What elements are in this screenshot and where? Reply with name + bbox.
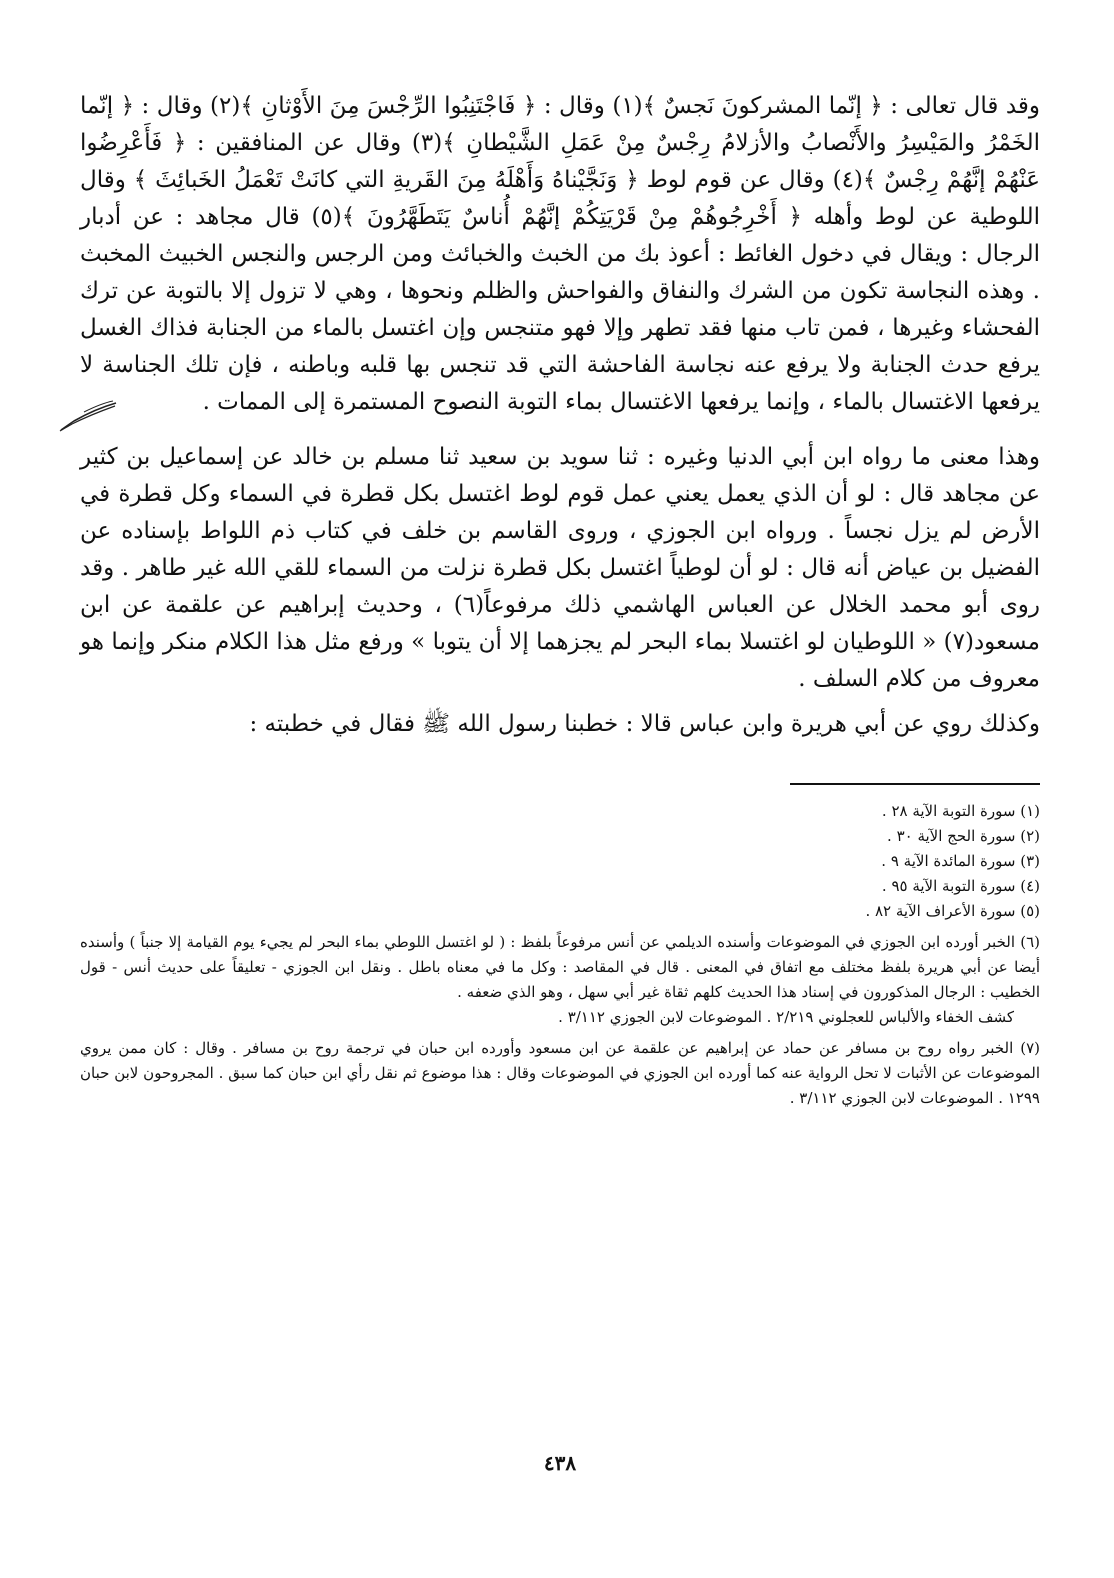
footnote-item: (٥) سورة الأعراف الآية ٨٢ .: [865, 902, 1040, 920]
footnote-item: (٦) الخبر أورده ابن الجوزي في الموضوعات وأسنده الديلمي عن أنس مرفوعاً بلفظ : ( لو اغتسل اللوطي بماء البحر لم يجيء يوم القيامة إلا جنباً ) وأسنده أيضا عن أبي هريرة بلفظ مختلف مع اتفاق في المعنى . قال في المقاصد : وكل ما في معناه باطل . ونقل ابن الجوزي - تعليقاً على حديث أنس - قول الخطيب : الرجال المذكورون في إسناد هذا الحديث كلهم ثقاة غير أبي سهل ، وهو الذي ضعفه .: [80, 933, 1040, 1001]
footnote-item: (٤) سورة التوبة الآية ٩٥ .: [881, 877, 1040, 895]
handwritten-underline-mark: [58, 399, 118, 433]
footnote-references: كشف الخفاء والألباس للعجلوني ٢/٢١٩ . الموضوعات لابن الجوزي ٣/١١٢ .: [558, 1008, 1014, 1026]
footnotes: [80, 799, 1040, 1111]
footnote-item: (٧) الخبر رواه روح بن مسافر عن حماد عن إبراهيم عن علقمة عن ابن مسعود وأورده ابن حبان في ترجمة روح بن مسافر . وقال : كان ممن يروي الموضوعات عن الأثبات لا تحل الرواية عنه كما أورده ابن الجوزي في الموضوعات وقال : هذا موضوع ثم نقل رأي ابن حبان كما سبق . المجروحون لابن حبان ١٢٩٩ . الموضوعات لابن الجوزي ٣/١١٢ .: [80, 1039, 1040, 1107]
footnote-item: (١) سورة التوبة الآية ٢٨ .: [881, 802, 1040, 820]
footnote-separator: [790, 783, 1040, 785]
footnote-item: (٣) سورة المائدة الآية ٩ .: [881, 852, 1040, 870]
body-paragraph: وكذلك روي عن أبي هريرة وابن عباس قالا : خطبنا رسول الله ﷺ فقال في خطبته :: [249, 711, 1040, 737]
page-number: ٤٣٨: [543, 1451, 577, 1475]
body-paragraph: وهذا معنى ما رواه ابن أبي الدنيا وغيره : ثنا سويد بن سعيد ثنا مسلم بن خالد عن إسماعيل بن كثير عن مجاهد قال : لو أن الذي يعمل يعني عمل قوم لوط اغتسل بكل قطرة في السماء وكل قطرة في الأرض لم يزل نجساً . ورواه ابن الجوزي ، وروى القاسم بن خلف في كتاب ذم اللواط بإسناده عن الفضيل بن عياض أنه قال : لو أن لوطياً اغتسل بكل قطرة نزلت من السماء للقي الله غير طاهر . وقد روى أبو محمد الخلال عن العباس الهاشمي ذلك مرفوعاً(٦) ، وحديث إبراهيم عن علقمة عن ابن مسعود(٧) « اللوطيان لو اغتسلا بماء البحر لم يجزهما إلا أن يتوبا » ورفع مثل هذا الكلام منكر وإنما هو معروف من كلام السلف .: [80, 444, 1040, 692]
footnote-item: (٢) سورة الحج الآية ٣٠ .: [887, 827, 1040, 845]
book-page: [80, 88, 1040, 1528]
body-paragraph: وقد قال تعالى : ﴿ إنّما المشركونَ نَجسٌ ﴾(١) وقال : ﴿ فَاجْتَنِبُوا الرِّجْسَ مِنَ الأَوْثانِ ﴾(٢) وقال : ﴿ إنّما الخَمْرُ والمَيْسِرُ والأَنْصابُ والأزلامُ رِجْسٌ مِنْ عَمَلِ الشَّيْطانِ ﴾(٣) وقال عن المنافقين : ﴿ فَأَعْرِضُوا عَنْهُمْ إنَّهُمْ رِجْسٌ ﴾(٤) وقال عن قوم لوط ﴿ وَنَجَّيْناهُ وَأَهْلَهُ مِنَ القَريةِ التي كانَتْ تَعْمَلُ الخَبائِثَ ﴾ وقال اللوطية عن لوط وأهله ﴿ أَخْرِجُوهُمْ مِنْ قَرْيَتِكُمْ إنَّهُمْ أُناسٌ يَتَطَهَّرُونَ ﴾(٥) قال مجاهد : عن أدبار الرجال : ويقال في دخول الغائط : أعوذ بك من الخبث والخبائث ومن الرجس والنجس الخبيث المخبث . وهذه النجاسة تكون من الشرك والنفاق والفواحش والظلم ونحوها ، وهي لا تزول إلا بالتوبة عن ترك الفحشاء وغيرها ، فمن تاب منها فقد تطهر وإلا فهو متنجس وإن اغتسل بالماء من الجنابة فذاك الغسل يرفع حدث الجنابة ولا يرفع عنه نجاسة الفاحشة التي قد تنجس بها قلبه وباطنه ، فإن تلك الجناسة لا يرفعها الاغتسال بالماء ، وإنما يرفعها الاغتسال بماء التوبة النصوح المستمرة إلى الممات .: [80, 93, 1041, 415]
